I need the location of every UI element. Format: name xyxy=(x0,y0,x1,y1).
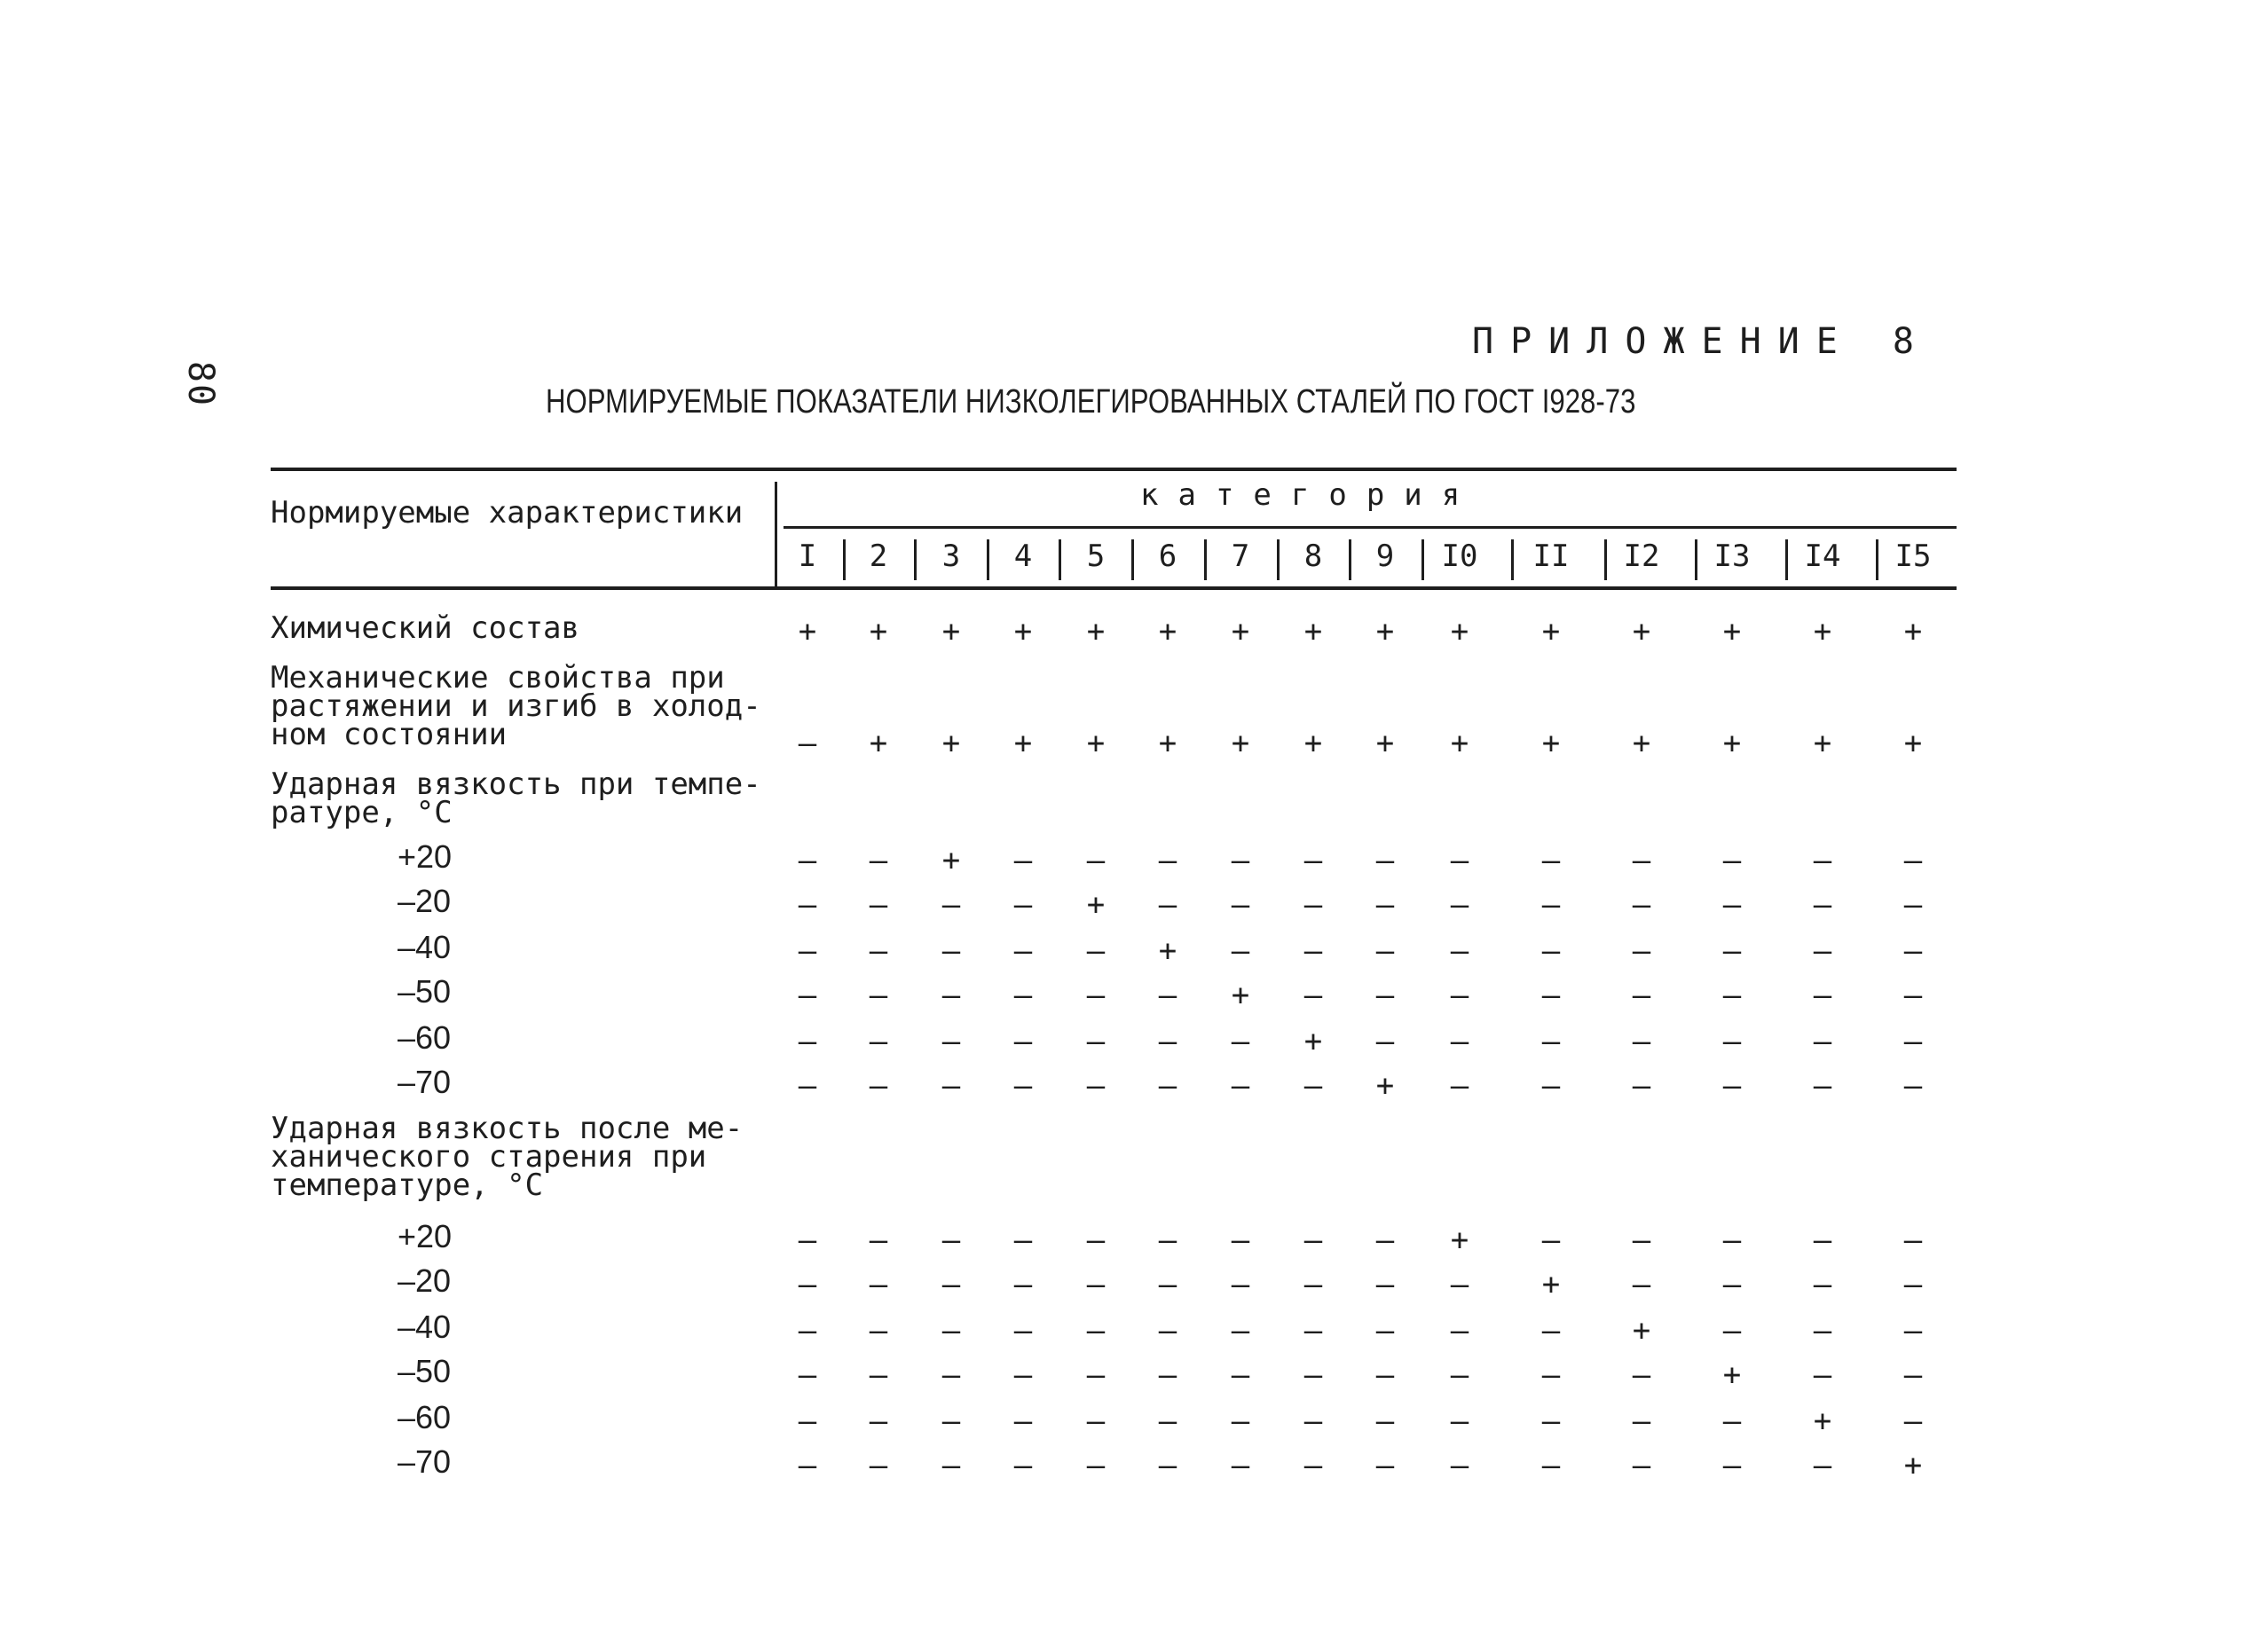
table-cell: – xyxy=(1813,978,1832,1013)
table-cell: – xyxy=(1632,887,1651,923)
row-header-label: Нормируемые характеристики xyxy=(271,495,744,531)
table-cell: – xyxy=(1722,978,1742,1013)
table-cell: – xyxy=(798,978,817,1013)
table-cell: – xyxy=(1231,887,1250,923)
table-cell: – xyxy=(1013,933,1033,969)
table-cell: – xyxy=(869,1403,888,1439)
table-cell: – xyxy=(869,1223,888,1258)
table-cell: – xyxy=(869,1267,888,1302)
table-cell: – xyxy=(1013,1313,1033,1348)
table-cell: – xyxy=(1375,1024,1395,1059)
table-cell: – xyxy=(1158,1357,1177,1393)
table-cell: – xyxy=(1450,1267,1469,1302)
table-cell: – xyxy=(869,1357,888,1393)
column-header-2: 2 xyxy=(869,539,888,574)
table-cell: – xyxy=(1813,1223,1832,1258)
table-cell: – xyxy=(1541,843,1561,878)
table-cell: – xyxy=(1813,1068,1832,1104)
table-cell: + xyxy=(941,726,961,761)
table-cell: – xyxy=(1903,1357,1923,1393)
table-cell: – xyxy=(1450,887,1469,923)
table-cell: – xyxy=(1231,1068,1250,1104)
table-cell: + xyxy=(1450,614,1469,649)
table-cell: – xyxy=(1086,1068,1106,1104)
table-cell: – xyxy=(941,1357,961,1393)
table-cell: – xyxy=(1722,1068,1742,1104)
table-cell: – xyxy=(1813,1313,1832,1348)
table-cell: + xyxy=(869,726,888,761)
table-cell: – xyxy=(1231,1357,1250,1393)
table-cell: + xyxy=(1158,726,1177,761)
table-cell: – xyxy=(1303,1313,1323,1348)
table-cell: – xyxy=(1813,1267,1832,1302)
column-header-11: II xyxy=(1532,539,1570,574)
table-cell: – xyxy=(1086,1267,1106,1302)
column-separator xyxy=(1131,539,1134,580)
column-separator xyxy=(1511,539,1514,580)
table-cell: + xyxy=(1303,726,1323,761)
table-cell: – xyxy=(1086,978,1106,1013)
table-cell: – xyxy=(1231,1448,1250,1483)
table-cell: – xyxy=(941,978,961,1013)
table-cell: – xyxy=(1722,1448,1742,1483)
column-header-12: I2 xyxy=(1623,539,1660,574)
table-cell: – xyxy=(1722,1267,1742,1302)
table-cell: – xyxy=(1632,978,1651,1013)
table-cell: – xyxy=(1722,1313,1742,1348)
table-cell: – xyxy=(1231,933,1250,969)
table-cell: – xyxy=(1158,978,1177,1013)
table-cell: – xyxy=(1541,1223,1561,1258)
table-cell: – xyxy=(1903,1068,1923,1104)
table-cell: – xyxy=(1231,1267,1250,1302)
table-cell: – xyxy=(869,887,888,923)
table-cell: – xyxy=(1450,933,1469,969)
table-cell: + xyxy=(1375,614,1395,649)
table-cell: – xyxy=(1086,1024,1106,1059)
column-separator xyxy=(914,539,917,580)
table-cell: – xyxy=(869,1024,888,1059)
table-cell: – xyxy=(1722,887,1742,923)
table-cell: – xyxy=(1158,843,1177,878)
table-cell: – xyxy=(798,933,817,969)
table-cell: – xyxy=(1722,843,1742,878)
column-header-8: 8 xyxy=(1303,539,1323,574)
table-cell: + xyxy=(1231,614,1250,649)
temperature-row-label: +20 xyxy=(398,838,453,875)
table-cell: – xyxy=(869,978,888,1013)
table-cell: – xyxy=(1013,843,1033,878)
table-cell: – xyxy=(798,1068,817,1104)
table-cell: – xyxy=(1903,1313,1923,1348)
column-header-1: I xyxy=(798,539,817,574)
table-cell: + xyxy=(1632,614,1651,649)
table-cell: + xyxy=(1813,1403,1832,1439)
table-cell: – xyxy=(869,933,888,969)
temperature-row-label: –40 xyxy=(398,1309,452,1345)
temperature-row-label: –70 xyxy=(398,1064,452,1100)
table-cell: – xyxy=(1813,933,1832,969)
table-cell: – xyxy=(1541,1403,1561,1439)
table-cell: – xyxy=(1013,978,1033,1013)
table-cell: – xyxy=(1632,1223,1651,1258)
table-cell: – xyxy=(1013,1024,1033,1059)
column-header-9: 9 xyxy=(1375,539,1395,574)
table-cell: – xyxy=(1450,1024,1469,1059)
column-header-13: I3 xyxy=(1713,539,1751,574)
table-cell: + xyxy=(941,614,961,649)
column-separator xyxy=(987,539,989,580)
table-cell: – xyxy=(1903,843,1923,878)
table-cell: + xyxy=(1541,1267,1561,1302)
table-cell: – xyxy=(941,887,961,923)
column-header-6: 6 xyxy=(1158,539,1177,574)
table-cell: – xyxy=(1303,887,1323,923)
table-cell: – xyxy=(1086,1357,1106,1393)
characteristic-row-label: Ударная вязкость после ме- ханического старения при температуре, °С xyxy=(271,1111,744,1203)
table-cell: – xyxy=(1722,1223,1742,1258)
table-cell: – xyxy=(1903,978,1923,1013)
table-cell: – xyxy=(1303,978,1323,1013)
table-cell: – xyxy=(1541,1068,1561,1104)
table-cell: – xyxy=(1450,1403,1469,1439)
table-cell: – xyxy=(869,1313,888,1348)
table-cell: – xyxy=(1303,1403,1323,1439)
table-cell: – xyxy=(1158,1267,1177,1302)
table-cell: – xyxy=(1903,1024,1923,1059)
table-cell: – xyxy=(1632,843,1651,878)
table-cell: – xyxy=(798,1448,817,1483)
table-cell: – xyxy=(1903,1267,1923,1302)
table-cell: – xyxy=(1632,1068,1651,1104)
table-cell: – xyxy=(1086,1448,1106,1483)
table-cell: – xyxy=(1303,1068,1323,1104)
table-cell: – xyxy=(1450,1448,1469,1483)
table-cell: – xyxy=(1231,1223,1250,1258)
table-cell: + xyxy=(1158,614,1177,649)
table-cell: – xyxy=(1013,1223,1033,1258)
table-cell: – xyxy=(1158,1223,1177,1258)
characteristic-row-label: Ударная вязкость при темпе- ратуре, °С xyxy=(271,767,761,830)
table-cell: – xyxy=(1303,1357,1323,1393)
table-cell: – xyxy=(1541,1448,1561,1483)
table-cell: – xyxy=(941,933,961,969)
table-cell: + xyxy=(1813,726,1832,761)
table-cell: + xyxy=(1231,726,1250,761)
table-cell: – xyxy=(1013,887,1033,923)
table-cell: – xyxy=(1375,887,1395,923)
table-cell: + xyxy=(869,614,888,649)
table-cell: – xyxy=(869,843,888,878)
column-separator xyxy=(1604,539,1607,580)
table-cell: + xyxy=(1632,726,1651,761)
table-cell: – xyxy=(1722,933,1742,969)
characteristic-row-label: Механические свойства при растяжении и изгиб в холод- ном состоянии xyxy=(271,660,761,752)
column-separator xyxy=(1059,539,1061,580)
table-cell: – xyxy=(1231,1313,1250,1348)
table-cell: – xyxy=(1375,1448,1395,1483)
table-cell: + xyxy=(1722,726,1742,761)
table-cell: + xyxy=(1903,726,1923,761)
table-cell: + xyxy=(1013,614,1033,649)
table-cell: + xyxy=(1903,1448,1923,1483)
table-cell: + xyxy=(1086,614,1106,649)
temperature-row-label: –60 xyxy=(398,1399,452,1435)
table-cell: – xyxy=(1541,978,1561,1013)
table-cell: – xyxy=(1632,933,1651,969)
table-cell: + xyxy=(1813,614,1832,649)
table-cell: – xyxy=(1158,1024,1177,1059)
table-cell: + xyxy=(1450,726,1469,761)
table-cell: – xyxy=(941,1267,961,1302)
table-cell: – xyxy=(798,887,817,923)
table-cell: – xyxy=(869,1068,888,1104)
table-cell: – xyxy=(1231,1403,1250,1439)
table-cell: – xyxy=(1450,843,1469,878)
table-cell: – xyxy=(798,1313,817,1348)
table-cell: – xyxy=(1013,1403,1033,1439)
table-cell: – xyxy=(1541,933,1561,969)
table-cell: – xyxy=(1632,1403,1651,1439)
table-cell: – xyxy=(1541,887,1561,923)
table-cell: – xyxy=(1375,1267,1395,1302)
column-header-14: I4 xyxy=(1804,539,1841,574)
temperature-row-label: –40 xyxy=(398,929,452,965)
table-cell: – xyxy=(1375,1403,1395,1439)
table-cell: – xyxy=(1013,1448,1033,1483)
table-cell: – xyxy=(1086,1223,1106,1258)
table-cell: + xyxy=(1541,614,1561,649)
table-cell: – xyxy=(1013,1357,1033,1393)
table-cell: + xyxy=(1722,614,1742,649)
table-cell: – xyxy=(1013,1068,1033,1104)
table-cell: – xyxy=(1541,1024,1561,1059)
table-cell: + xyxy=(1375,726,1395,761)
column-separator xyxy=(843,539,846,580)
table-cell: – xyxy=(941,1403,961,1439)
table-cell: – xyxy=(1450,1357,1469,1393)
table-cell: – xyxy=(1158,1313,1177,1348)
table-cell: – xyxy=(1303,843,1323,878)
table-cell: – xyxy=(941,1024,961,1059)
table-header-bottom-rule xyxy=(271,586,1957,590)
table-cell: – xyxy=(1903,933,1923,969)
temperature-row-label: +20 xyxy=(398,1218,453,1254)
table-cell: – xyxy=(1231,1024,1250,1059)
table-cell: – xyxy=(798,1403,817,1439)
column-header-5: 5 xyxy=(1086,539,1106,574)
table-cell: – xyxy=(1632,1024,1651,1059)
table-cell: – xyxy=(941,1313,961,1348)
column-separator xyxy=(1695,539,1697,580)
table-cell: + xyxy=(798,614,817,649)
table-cell: – xyxy=(1303,1448,1323,1483)
column-separator xyxy=(1421,539,1424,580)
table-cell: – xyxy=(1375,933,1395,969)
appendix-label: ПРИЛОЖЕНИЕ 8 xyxy=(1472,321,1931,362)
table-cell: – xyxy=(1632,1448,1651,1483)
table-cell: – xyxy=(1231,843,1250,878)
table-cell: – xyxy=(1541,1313,1561,1348)
column-header-4: 4 xyxy=(1013,539,1033,574)
table-cell: – xyxy=(1375,1223,1395,1258)
table-cell: + xyxy=(1450,1223,1469,1258)
column-separator xyxy=(1349,539,1351,580)
characteristic-row-label: Химический состав xyxy=(271,610,579,646)
column-header-7: 7 xyxy=(1231,539,1250,574)
table-cell: – xyxy=(1722,1403,1742,1439)
table-cell: – xyxy=(798,726,817,761)
table-cell: – xyxy=(1450,1068,1469,1104)
table-cell: – xyxy=(1086,1313,1106,1348)
column-separator xyxy=(1876,539,1878,580)
table-cell: – xyxy=(1375,1357,1395,1393)
table-cell: – xyxy=(1903,1403,1923,1439)
temperature-row-label: –20 xyxy=(398,883,452,919)
temperature-row-label: –50 xyxy=(398,973,452,1010)
table-cell: – xyxy=(1903,887,1923,923)
table-cell: + xyxy=(1303,614,1323,649)
table-cell: + xyxy=(1158,933,1177,969)
column-separator xyxy=(1785,539,1788,580)
table-top-rule xyxy=(271,468,1957,471)
table-cell: – xyxy=(1086,1403,1106,1439)
table-cell: – xyxy=(1722,1024,1742,1059)
table-cell: – xyxy=(1158,1448,1177,1483)
column-separator xyxy=(1277,539,1280,580)
table-cell: – xyxy=(798,1267,817,1302)
header-vertical-separator xyxy=(775,482,777,586)
table-cell: + xyxy=(1903,614,1923,649)
table-cell: + xyxy=(1086,726,1106,761)
table-cell: – xyxy=(1303,1223,1323,1258)
table-cell: – xyxy=(1632,1267,1651,1302)
category-header-label: категория xyxy=(1140,477,1480,513)
table-cell: + xyxy=(1013,726,1033,761)
table-cell: – xyxy=(1541,1357,1561,1393)
table-cell: – xyxy=(798,1223,817,1258)
table-cell: – xyxy=(1813,1448,1832,1483)
table-cell: – xyxy=(1813,887,1832,923)
table-cell: – xyxy=(941,1448,961,1483)
table-cell: + xyxy=(1541,726,1561,761)
table-cell: – xyxy=(798,1024,817,1059)
table-cell: – xyxy=(1158,1403,1177,1439)
table-cell: – xyxy=(1013,1267,1033,1302)
page-number: 80 xyxy=(180,360,222,408)
temperature-row-label: –60 xyxy=(398,1019,452,1056)
table-cell: + xyxy=(1375,1068,1395,1104)
table-cell: – xyxy=(1303,1267,1323,1302)
table-cell: – xyxy=(1158,887,1177,923)
table-cell: + xyxy=(1632,1313,1651,1348)
temperature-row-label: –70 xyxy=(398,1443,452,1480)
table-cell: + xyxy=(1231,978,1250,1013)
table-cell: – xyxy=(1086,933,1106,969)
table-cell: + xyxy=(1086,887,1106,923)
table-cell: – xyxy=(1450,1313,1469,1348)
table-cell: – xyxy=(1813,1357,1832,1393)
table-cell: – xyxy=(1632,1357,1651,1393)
table-cell: – xyxy=(1375,843,1395,878)
table-cell: – xyxy=(941,1223,961,1258)
column-header-15: I5 xyxy=(1894,539,1932,574)
table-cell: – xyxy=(1813,843,1832,878)
table-cell: – xyxy=(1813,1024,1832,1059)
table-cell: – xyxy=(941,1068,961,1104)
column-separator xyxy=(1204,539,1207,580)
table-cell: – xyxy=(1086,843,1106,878)
temperature-row-label: –50 xyxy=(398,1353,452,1389)
table-cell: + xyxy=(1722,1357,1742,1393)
table-cell: – xyxy=(1903,1223,1923,1258)
table-cell: + xyxy=(1303,1024,1323,1059)
table-cell: – xyxy=(1158,1068,1177,1104)
table-cell: – xyxy=(869,1448,888,1483)
table-cell: – xyxy=(798,843,817,878)
table-cell: – xyxy=(1375,978,1395,1013)
column-header-3: 3 xyxy=(941,539,961,574)
table-cell: – xyxy=(1303,933,1323,969)
table-header-divider xyxy=(784,526,1957,529)
table-cell: – xyxy=(1450,978,1469,1013)
table-cell: + xyxy=(941,843,961,878)
temperature-row-label: –20 xyxy=(398,1262,452,1299)
table-cell: – xyxy=(1375,1313,1395,1348)
document-title: НОРМИРУЕМЫЕ ПОКАЗАТЕЛИ НИЗКОЛЕГИРОВАННЫХ СТАЛЕЙ ПО ГОСТ I928-73 xyxy=(546,383,1636,421)
column-header-10: I0 xyxy=(1441,539,1478,574)
table-cell: – xyxy=(798,1357,817,1393)
